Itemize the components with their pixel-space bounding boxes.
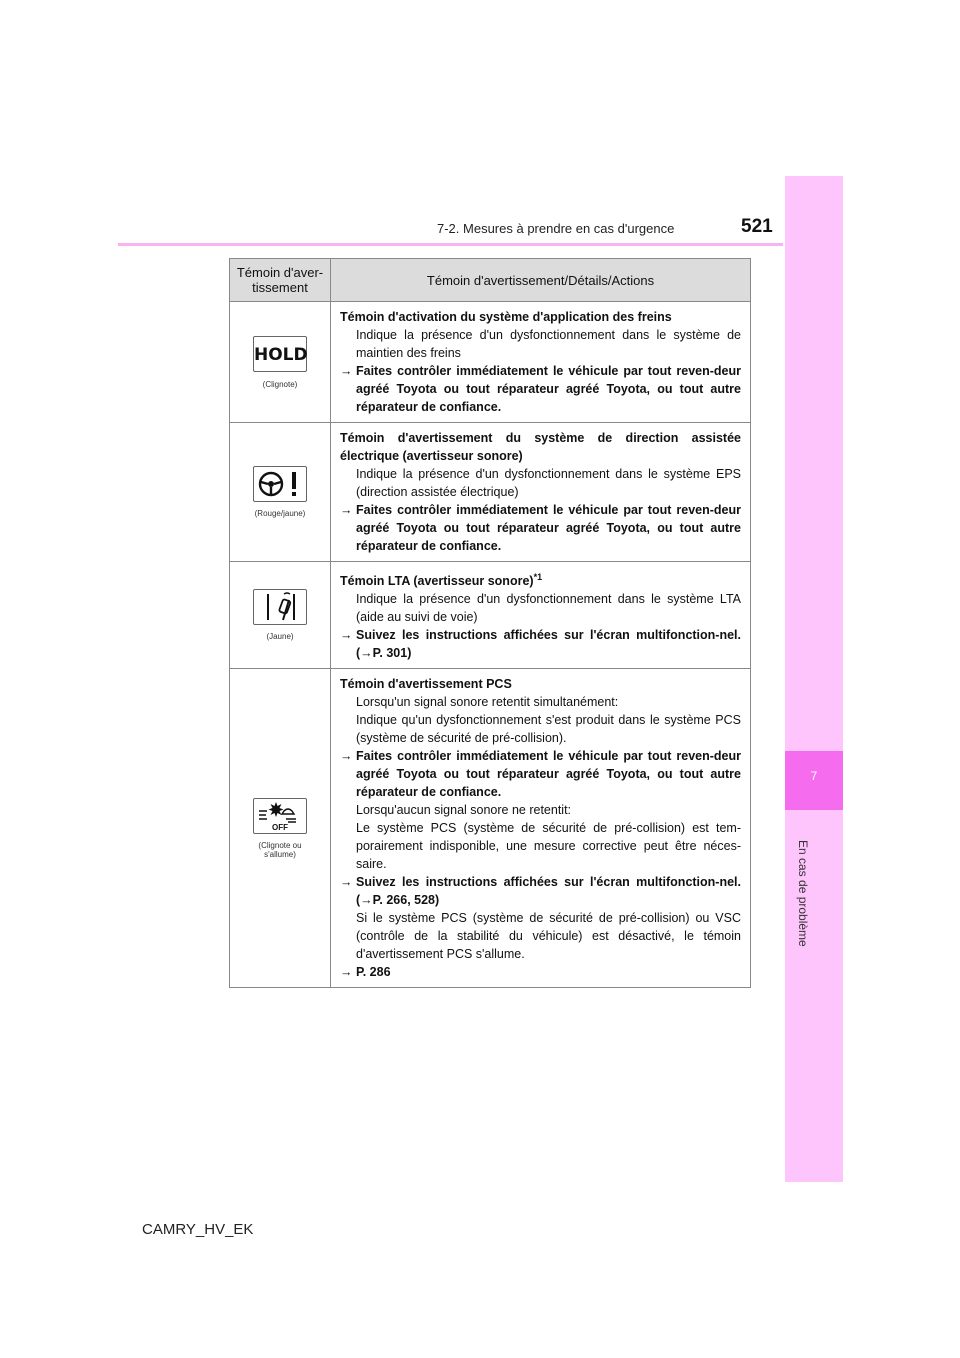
arrow-right-icon: → — [340, 749, 353, 764]
icon-caption: (Clignote ou s'allume) — [258, 840, 302, 859]
icon-caption: (Clignote) — [262, 379, 298, 389]
entry-text: Le système PCS (système de sécurité de pré-collision) est tem-porairement indisponible, une mesure corrective peut être néces-saire. — [356, 821, 741, 872]
entry-title: Témoin d'activation du système d'application des freins — [340, 310, 672, 324]
entry-action: → Faites contrôler immédiatement le véhicule par tout reven-deur agréé Toyota ou tout réparateur agréé Toyota, ou tout autre réparateur de confiance. — [340, 749, 741, 800]
warning-light-table — [229, 258, 751, 988]
table-row — [230, 562, 751, 669]
steering-warning-icon — [253, 466, 307, 502]
arrow-right-icon: → — [340, 503, 353, 517]
chapter-number: 7 — [810, 769, 818, 783]
page-number: 521 — [741, 216, 773, 237]
chapter-label: En cas de problème — [796, 840, 810, 947]
table-row — [230, 423, 751, 562]
arrow-right-icon: → — [340, 364, 353, 378]
header-details-column: Témoin d'avertissement/Détails/Actions — [331, 259, 751, 302]
entry-action: → P. 286 — [340, 965, 391, 980]
icon-caption: (Jaune) — [266, 632, 294, 642]
details-cell — [331, 669, 751, 988]
icon-cell — [230, 302, 331, 423]
header-rule — [118, 243, 783, 246]
arrow-right-icon: → — [340, 875, 353, 890]
table-header-row — [230, 259, 751, 302]
icon-cell — [230, 562, 331, 669]
entry-text: Indique la présence d'un dysfonctionnement dans le système LTA (aide au suivi de voie) — [356, 592, 741, 625]
header-icon-column: Témoin d'aver-tissement — [230, 259, 331, 302]
table-row — [230, 669, 751, 988]
chapter-side-tab — [785, 176, 843, 1182]
entry-text: Indique la présence d'un dysfonctionnement dans le système de maintien des freins — [356, 328, 741, 360]
entry-text: Indique qu'un dysfonctionnement s'est produit dans le système PCS (système de sécurité de pré-collision). — [356, 713, 741, 746]
pcs-off-icon: OFF — [253, 798, 307, 834]
details-cell — [331, 423, 751, 562]
entry-text: Lorsqu'aucun signal sonore ne retentit: — [356, 803, 572, 818]
entry-title: Témoin d'avertissement du système de direction assistée électrique (avertisseur sonore) — [340, 431, 741, 463]
footer-code: CAMRY_HV_EK — [142, 1221, 254, 1238]
entry-action: → Faites contrôler immédiatement le véhicule par tout reven-deur agréé Toyota ou tout réparateur agréé Toyota, ou tout autre réparateur de confiance. — [340, 503, 741, 553]
details-cell — [331, 562, 751, 669]
entry-text: Indique la présence d'un dysfonctionnement dans le système EPS (direction assistée électrique) — [356, 467, 741, 499]
entry-action: → Suivez les instructions affichées sur l'écran multifonction-nel. (→P. 301) — [340, 628, 741, 661]
section-title: 7-2. Mesures à prendre en cas d'urgence — [437, 221, 675, 236]
hold-icon: HOLD — [253, 336, 307, 372]
footnote-mark: *1 — [533, 572, 543, 582]
entry-title: Témoin d'avertissement PCS — [340, 677, 512, 692]
icon-cell — [230, 423, 331, 562]
entry-text: Si le système PCS (système de sécurité de pré-collision) ou VSC (contrôle de la stabilité du véhicule) est désactivé, le témoin d'avertissement PCS s'allume. — [356, 911, 741, 962]
lane-trace-icon — [253, 589, 307, 625]
entry-action: → Faites contrôler immédiatement le véhicule par tout reven-deur agréé Toyota ou tout réparateur agréé Toyota, ou tout autre réparateur de confiance. — [340, 364, 741, 414]
icon-caption: (Rouge/jaune) — [254, 509, 306, 518]
table-row — [230, 302, 751, 423]
entry-text: Lorsqu'un signal sonore retentit simultanément: — [356, 695, 619, 710]
arrow-right-icon: → — [340, 965, 353, 980]
entry-title: Témoin LTA (avertisseur sonore)$^{*1}$ — [340, 572, 543, 589]
icon-cell — [230, 669, 331, 988]
details-cell — [331, 302, 751, 423]
entry-action: → Suivez les instructions affichées sur l'écran multifonction-nel. (→P. 266, 528) — [340, 875, 741, 908]
arrow-right-icon: → — [340, 628, 353, 643]
